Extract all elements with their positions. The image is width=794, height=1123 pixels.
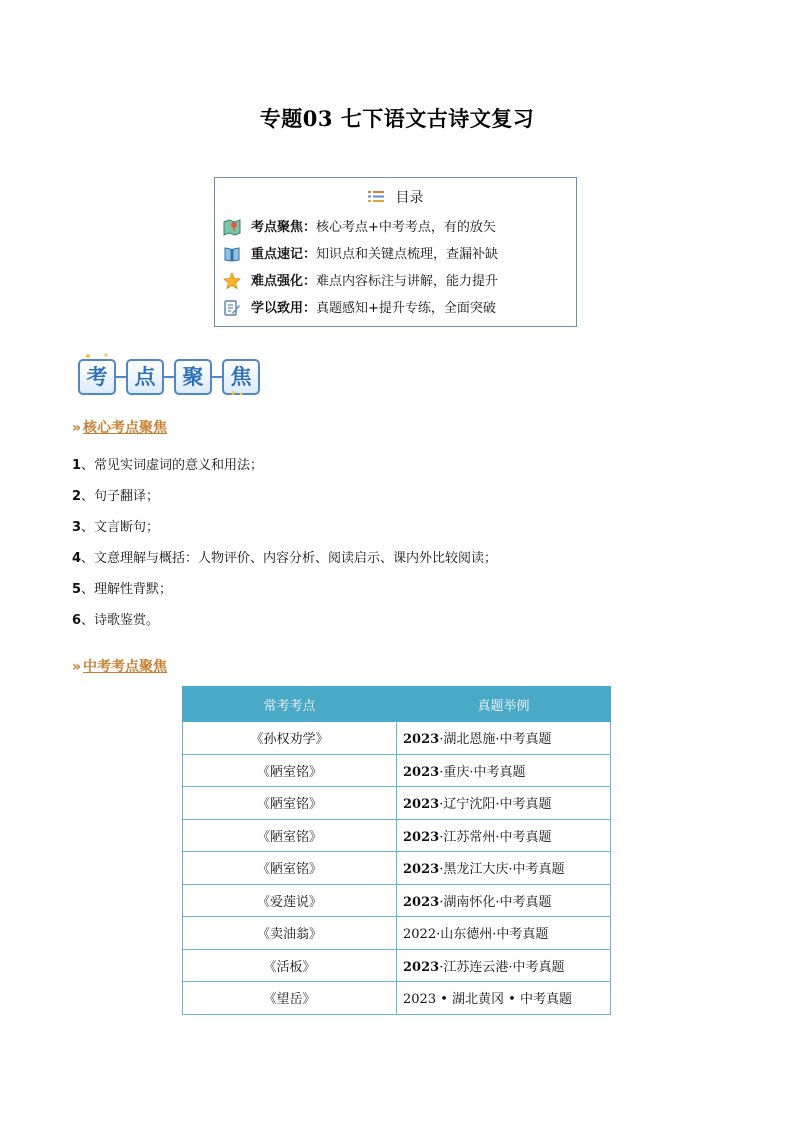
toc-row-practice: 学以致用：真题感知+提升专练，全面突破 — [223, 298, 496, 320]
list-item: 6、诗歌鉴赏。 — [72, 613, 160, 628]
badge-char: 焦 — [222, 359, 260, 395]
list-item: 4、文意理解与概括：人物评价、内容分析、阅读启示、课内外比较阅读； — [72, 551, 498, 566]
book-icon — [223, 245, 241, 263]
badge-char: 点 — [126, 359, 164, 395]
column-header: 常考考点 — [183, 687, 397, 722]
table-row: 《陋室铭》 2023·黑龙江大庆·中考真题 — [183, 852, 611, 885]
table-row: 《陋室铭》 2023·重庆·中考真题 — [183, 754, 611, 787]
toc-row-notes: 重点速记：知识点和关键点梳理，查漏补缺 — [223, 244, 498, 266]
map-icon — [223, 218, 241, 236]
star-icon — [223, 272, 241, 290]
edit-icon — [223, 299, 241, 317]
column-header: 真题举例 — [397, 687, 611, 722]
sparkle-icon — [84, 351, 114, 361]
badge-char: 聚 — [174, 359, 212, 395]
section-heading-core: » 核心考点聚焦 — [72, 420, 168, 436]
list-item: 5、理解性背默； — [72, 582, 173, 597]
table-row: 《孙权劝学》 2023·湖北恩施·中考真题 — [183, 722, 611, 755]
table-row: 《望岳》 2023 • 湖北黄冈 • 中考真题 — [183, 982, 611, 1015]
list-icon — [368, 191, 384, 202]
badge-char: 考 — [78, 359, 116, 395]
list-item: 3、文言断句； — [72, 520, 160, 535]
table-row: 《活板》 2023·江苏连云港·中考真题 — [183, 949, 611, 982]
section-heading-exam: » 中考考点聚焦 — [72, 659, 168, 675]
sparkle-icon — [228, 388, 248, 398]
toc-row-difficult: 难点强化：难点内容标注与讲解，能力提升 — [223, 271, 498, 293]
table-row: 《陋室铭》 2023·江苏常州·中考真题 — [183, 819, 611, 852]
list-item: 2、句子翻译； — [72, 489, 160, 504]
table-row: 《爱莲说》 2023·湖南怀化·中考真题 — [183, 884, 611, 917]
table-row: 《陋室铭》 2023·辽宁沈阳·中考真题 — [183, 787, 611, 820]
toc-row-focus: 考点聚焦：核心考点+中考考点，有的放矢 — [223, 217, 496, 239]
exam-table — [182, 686, 611, 1015]
table-of-contents — [214, 177, 577, 327]
double-chevron-icon: » — [72, 420, 82, 436]
double-chevron-icon: » — [72, 659, 82, 675]
page-title: 专题03 七下语文古诗文复习 — [259, 106, 535, 131]
toc-heading: 目录 — [395, 190, 424, 206]
list-item: 1、常见实词虚词的意义和用法； — [72, 458, 264, 473]
table-row: 《卖油翁》 2022·山东德州·中考真题 — [183, 917, 611, 950]
